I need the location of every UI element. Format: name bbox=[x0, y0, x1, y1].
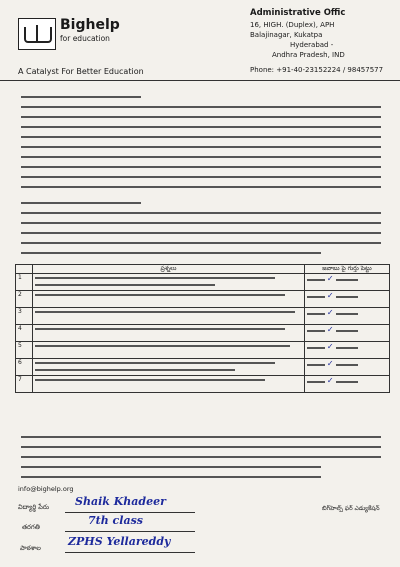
answer-options[interactable]: ✓ bbox=[305, 325, 390, 342]
brand-subtitle: for education bbox=[60, 34, 110, 43]
table-row: 2 ✓ bbox=[16, 291, 390, 308]
header-divider bbox=[0, 80, 400, 81]
office-title: Administrative Offic bbox=[250, 8, 346, 18]
phone-line: Phone: +91-40-23152224 / 98457577 bbox=[250, 66, 384, 74]
student-name-label: విద్యార్థి పేరు bbox=[18, 503, 50, 511]
address-line-3: Hyderabad - bbox=[290, 41, 334, 49]
signature-block: బిగ్‌హెల్ప్ ఫర్ ఎడ్యుకేషన్ bbox=[322, 505, 380, 512]
closing-paragraph bbox=[18, 432, 388, 482]
contact-email: info@bighelp.org bbox=[18, 485, 74, 493]
table-row: 7 ✓ bbox=[16, 376, 390, 393]
answer-options[interactable]: ✓ bbox=[305, 359, 390, 376]
address-line-1: 16, HIGH. (Duplex), APH bbox=[250, 21, 335, 29]
student-name-field[interactable]: Shaik Khadeer bbox=[75, 495, 166, 508]
brand-name: Bighelp bbox=[60, 17, 120, 33]
column-header-answer: జవాబు పై గుర్తు పెట్టు bbox=[305, 265, 390, 274]
table-row: 3 ✓ bbox=[16, 308, 390, 325]
answer-options[interactable]: ✓ bbox=[305, 342, 390, 359]
table-row: 4 ✓ bbox=[16, 325, 390, 342]
answer-options[interactable]: ✓ bbox=[305, 274, 390, 291]
intro-paragraph bbox=[18, 92, 388, 192]
class-label: తరగతి bbox=[22, 523, 40, 531]
table-row: 6 ✓ bbox=[16, 359, 390, 376]
table-row: 5 ✓ bbox=[16, 342, 390, 359]
school-label: పాఠశాల bbox=[20, 544, 41, 552]
answer-options[interactable]: ✓ bbox=[305, 308, 390, 325]
column-header-questions: ప్రశ్నలు bbox=[33, 265, 305, 274]
address-line-2: Balajinagar, Kukatpa bbox=[250, 31, 323, 39]
book-logo-icon bbox=[18, 18, 56, 50]
questions-table bbox=[15, 264, 390, 393]
school-field[interactable]: ZPHS Yellareddy bbox=[68, 535, 171, 548]
answer-options[interactable]: ✓ bbox=[305, 376, 390, 393]
address-line-4: Andhra Pradesh, IND bbox=[272, 51, 345, 59]
answer-options[interactable]: ✓ bbox=[305, 291, 390, 308]
student-paragraph bbox=[18, 198, 388, 258]
class-field[interactable]: 7th class bbox=[88, 514, 143, 527]
tagline: A Catalyst For Better Education bbox=[18, 67, 144, 76]
table-row: 1 ✓ bbox=[16, 274, 390, 291]
